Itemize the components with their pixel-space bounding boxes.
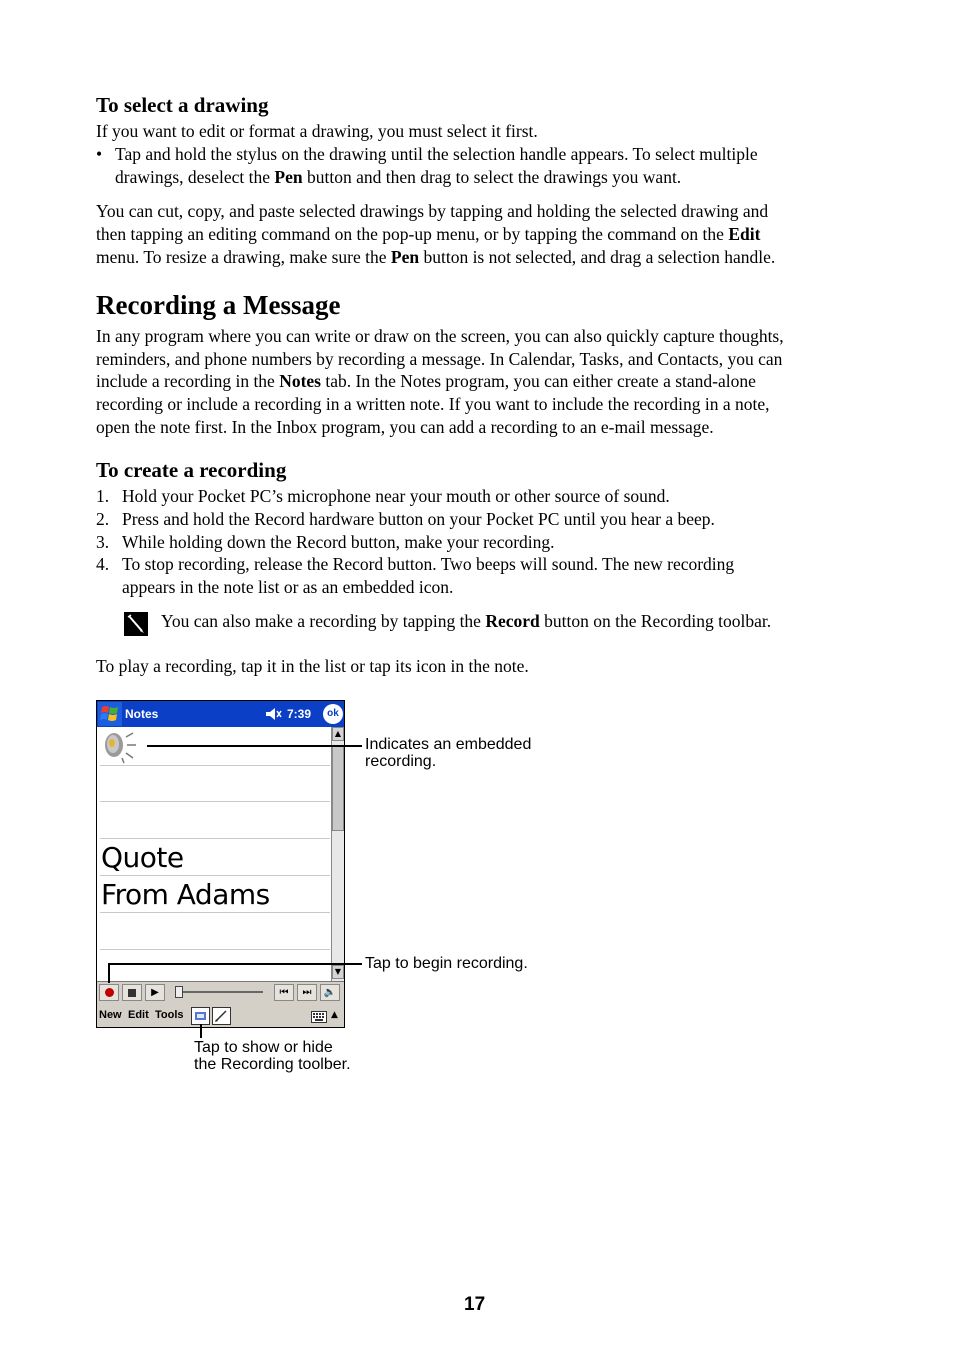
callout-line-begin xyxy=(108,963,362,965)
pocketpc-screenshot xyxy=(96,700,345,1028)
recording-toolbar xyxy=(97,981,344,1005)
volume-speaker-icon[interactable] xyxy=(265,707,283,721)
callout-embedded-line-2: recording. xyxy=(365,753,437,770)
pen-note-icon xyxy=(124,612,148,636)
heading-recording-message: Recording a Message xyxy=(96,290,341,320)
menu-edit[interactable]: Edit xyxy=(128,1009,149,1021)
heading-create-recording: To create a recording xyxy=(96,458,287,482)
ruled-line xyxy=(100,949,330,950)
s2-line-5: open the note first. In the Inbox program, you can add a recording to an e-mail message. xyxy=(96,417,714,437)
callout-line-begin-vertical xyxy=(108,963,110,983)
skip-forward-button[interactable] xyxy=(297,984,317,1001)
skip-back-icon: ⏮ xyxy=(279,987,289,998)
scroll-down-arrow-icon[interactable]: ▼ xyxy=(332,965,344,979)
callout-embedded-line-1: Indicates an embedded xyxy=(365,736,532,753)
stop-square-icon xyxy=(128,989,136,997)
scroll-thumb[interactable] xyxy=(332,745,344,831)
play-triangle-icon: ▶ xyxy=(151,987,159,998)
scroll-up-arrow-icon[interactable]: ▲ xyxy=(332,727,344,741)
ruled-line xyxy=(100,875,330,876)
s2-line-1: In any program where you can write or draw on the screen, you can also quickly capture thoughts, xyxy=(96,326,784,346)
s2-line-4: recording or include a recording in a written note. If you want to include the recording in a note, xyxy=(96,394,770,414)
skip-forward-icon: ⏭ xyxy=(302,987,312,998)
clock-time[interactable]: 7:39 xyxy=(287,707,312,721)
menu-bar xyxy=(97,1004,344,1028)
para-line-2: then tapping an editing command on the pop-up menu, or by tapping the command on the Edit xyxy=(96,224,761,244)
slider-thumb[interactable] xyxy=(175,986,183,998)
play-button[interactable] xyxy=(145,984,165,1001)
ruled-line xyxy=(100,765,330,766)
volume-button[interactable] xyxy=(320,984,340,1001)
callout-toggle-line-1: Tap to show or hide xyxy=(194,1039,333,1056)
callout-line-embedded xyxy=(147,745,362,747)
menu-tools[interactable]: Tools xyxy=(155,1009,184,1021)
menu-new[interactable]: New xyxy=(99,1009,122,1021)
step-num: 2. xyxy=(96,509,110,529)
step-text-continued: appears in the note list or as an embedded icon. xyxy=(122,577,454,597)
note-text: You can also make a recording by tapping the Record button on the Recording toolbar. xyxy=(161,611,772,631)
step-num: 4. xyxy=(96,554,110,574)
ok-button[interactable]: ok xyxy=(323,704,343,724)
handwriting-line-2[interactable]: From Adams xyxy=(101,878,270,911)
record-button[interactable] xyxy=(99,984,119,1001)
ruled-line xyxy=(100,801,330,802)
intro-text: If you want to edit or format a drawing, you must select it first. xyxy=(96,121,538,141)
callout-toggle-line-2: the Recording toolber. xyxy=(194,1056,351,1073)
stop-button[interactable] xyxy=(122,984,142,1001)
bullet-dot: • xyxy=(96,144,103,164)
record-dot-icon xyxy=(105,988,114,997)
keyboard-icon[interactable] xyxy=(311,1010,327,1022)
bullet-line-2: drawings, deselect the Pen button and then drag to select the drawings you want. xyxy=(115,167,682,187)
pda-title-bar xyxy=(97,701,344,727)
para-line-3: menu. To resize a drawing, make sure the Pen button is not selected, and drag a selection handle. xyxy=(96,247,776,267)
heading-select-drawing: To select a drawing xyxy=(96,93,269,117)
step-text: Hold your Pocket PC’s microphone near your mouth or other source of sound. xyxy=(122,486,670,506)
skip-back-button[interactable] xyxy=(274,984,294,1001)
playback-slider[interactable] xyxy=(171,986,265,998)
play-text: To play a recording, tap it in the list or tap its icon in the note. xyxy=(96,656,529,676)
step-text: To stop recording, release the Record button. Two beeps will sound. The new recording xyxy=(122,554,735,574)
volume-icon: 🔈 xyxy=(323,987,337,998)
embedded-recording-speaker-icon[interactable] xyxy=(100,728,140,764)
vertical-scrollbar[interactable] xyxy=(331,727,345,981)
start-windows-icon[interactable] xyxy=(98,702,122,726)
callout-line-toggle xyxy=(200,1024,202,1038)
step-num: 1. xyxy=(96,486,110,506)
slider-track xyxy=(177,991,263,993)
step-text: While holding down the Record button, make your recording. xyxy=(122,532,555,552)
handwriting-line-1[interactable]: Quote xyxy=(101,841,184,874)
ruled-line xyxy=(100,912,330,913)
input-panel-arrow-icon[interactable]: ▲ xyxy=(331,1010,338,1020)
ruled-line xyxy=(100,838,330,839)
page-number: 17 xyxy=(464,1294,486,1315)
pen-icon[interactable] xyxy=(212,1007,231,1025)
bullet-line-1: Tap and hold the stylus on the drawing until the selection handle appears. To select multiple xyxy=(115,144,758,164)
recording-toolbar-toggle-icon[interactable] xyxy=(191,1007,210,1025)
s2-line-2: reminders, and phone numbers by recording a message. In Calendar, Tasks, and Contacts, you can xyxy=(96,349,783,369)
callout-begin-recording: Tap to begin recording. xyxy=(365,955,528,972)
para-line-1: You can cut, copy, and paste selected drawings by tapping and holding the selected drawing and xyxy=(96,201,769,221)
pda-app-title: Notes xyxy=(125,707,159,721)
step-text: Press and hold the Record hardware button on your Pocket PC until you hear a beep. xyxy=(122,509,715,529)
s2-line-3: include a recording in the Notes tab. In the Notes program, you can either create a stand-alone xyxy=(96,371,756,391)
step-num: 3. xyxy=(96,532,110,552)
